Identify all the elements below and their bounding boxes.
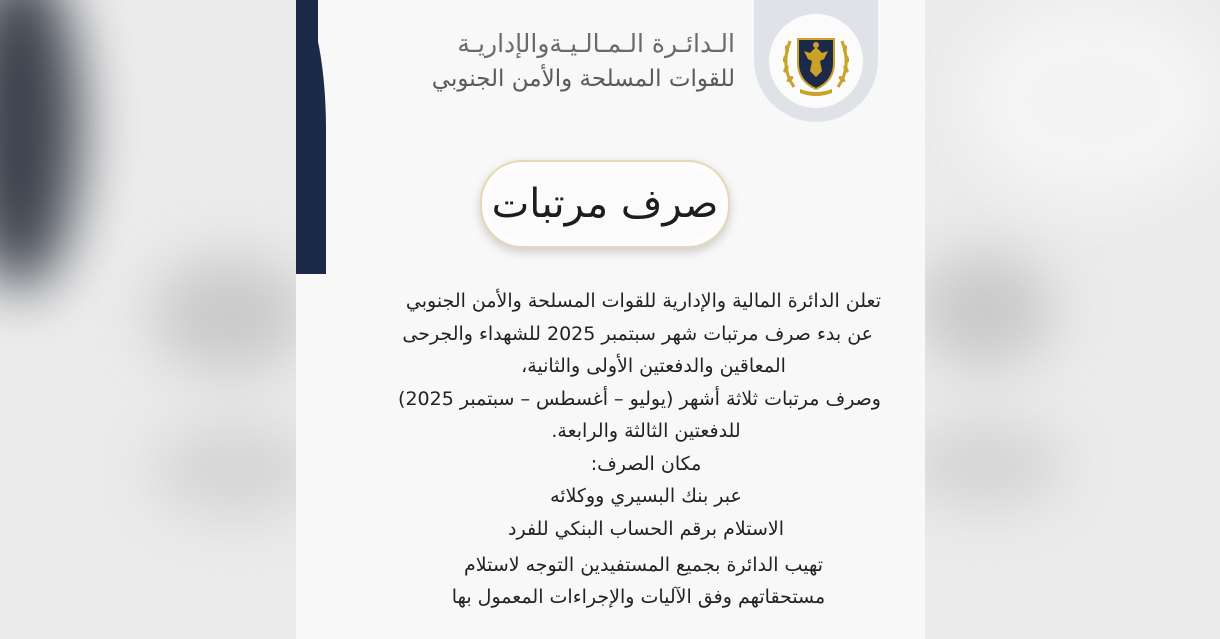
title-badge	[480, 160, 730, 248]
payment-place-line: عبر بنك البسيري ووكلائه	[550, 485, 742, 507]
department-subtitle: للقوات المسلحة والأمن الجنوبي	[431, 66, 735, 92]
military-emblem-icon	[769, 14, 863, 108]
announcement-line: عن بدء صرف مرتبات شهر سبتمبر 2025 للشهداء والجرحى	[402, 322, 873, 345]
navy-decorative-band	[296, 0, 326, 274]
announcement-line: تعلن الدائرة المالية والإدارية للقوات المسلحة والأمن الجنوبي	[405, 290, 881, 312]
blurred-background-right	[925, 0, 1220, 639]
department-header	[405, 26, 735, 96]
announcement-line: وصرف مرتبات ثلاثة أشهر (يوليو – أغسطس – سبتمبر 2025)	[398, 387, 881, 410]
announcement-line: المعاقين والدفعتين الأولى والثانية،	[521, 355, 786, 377]
closing-line: تهيب الدائرة بجميع المستفيدين التوجه لاستلام	[463, 554, 823, 576]
closing-section	[336, 549, 881, 613]
payment-place-heading: مكان الصرف:	[590, 452, 702, 475]
logo-container	[754, 0, 878, 122]
announcement-body	[336, 285, 881, 613]
payment-place-section	[336, 448, 881, 546]
page-title: صرف مرتبات	[491, 181, 719, 227]
department-name: الـدائـرة الـمـالـيـةوالإداريـة	[457, 29, 735, 58]
announcement-poster	[296, 0, 925, 639]
closing-line: مستحقاتهم وفق الآليات والإجراءات المعمول بها	[451, 586, 826, 608]
payment-place-line: الاستلام برقم الحساب البنكي للفرد	[508, 517, 784, 540]
blurred-background-left	[0, 0, 296, 639]
announcement-line: للدفعتين الثالثة والرابعة.	[551, 420, 741, 442]
